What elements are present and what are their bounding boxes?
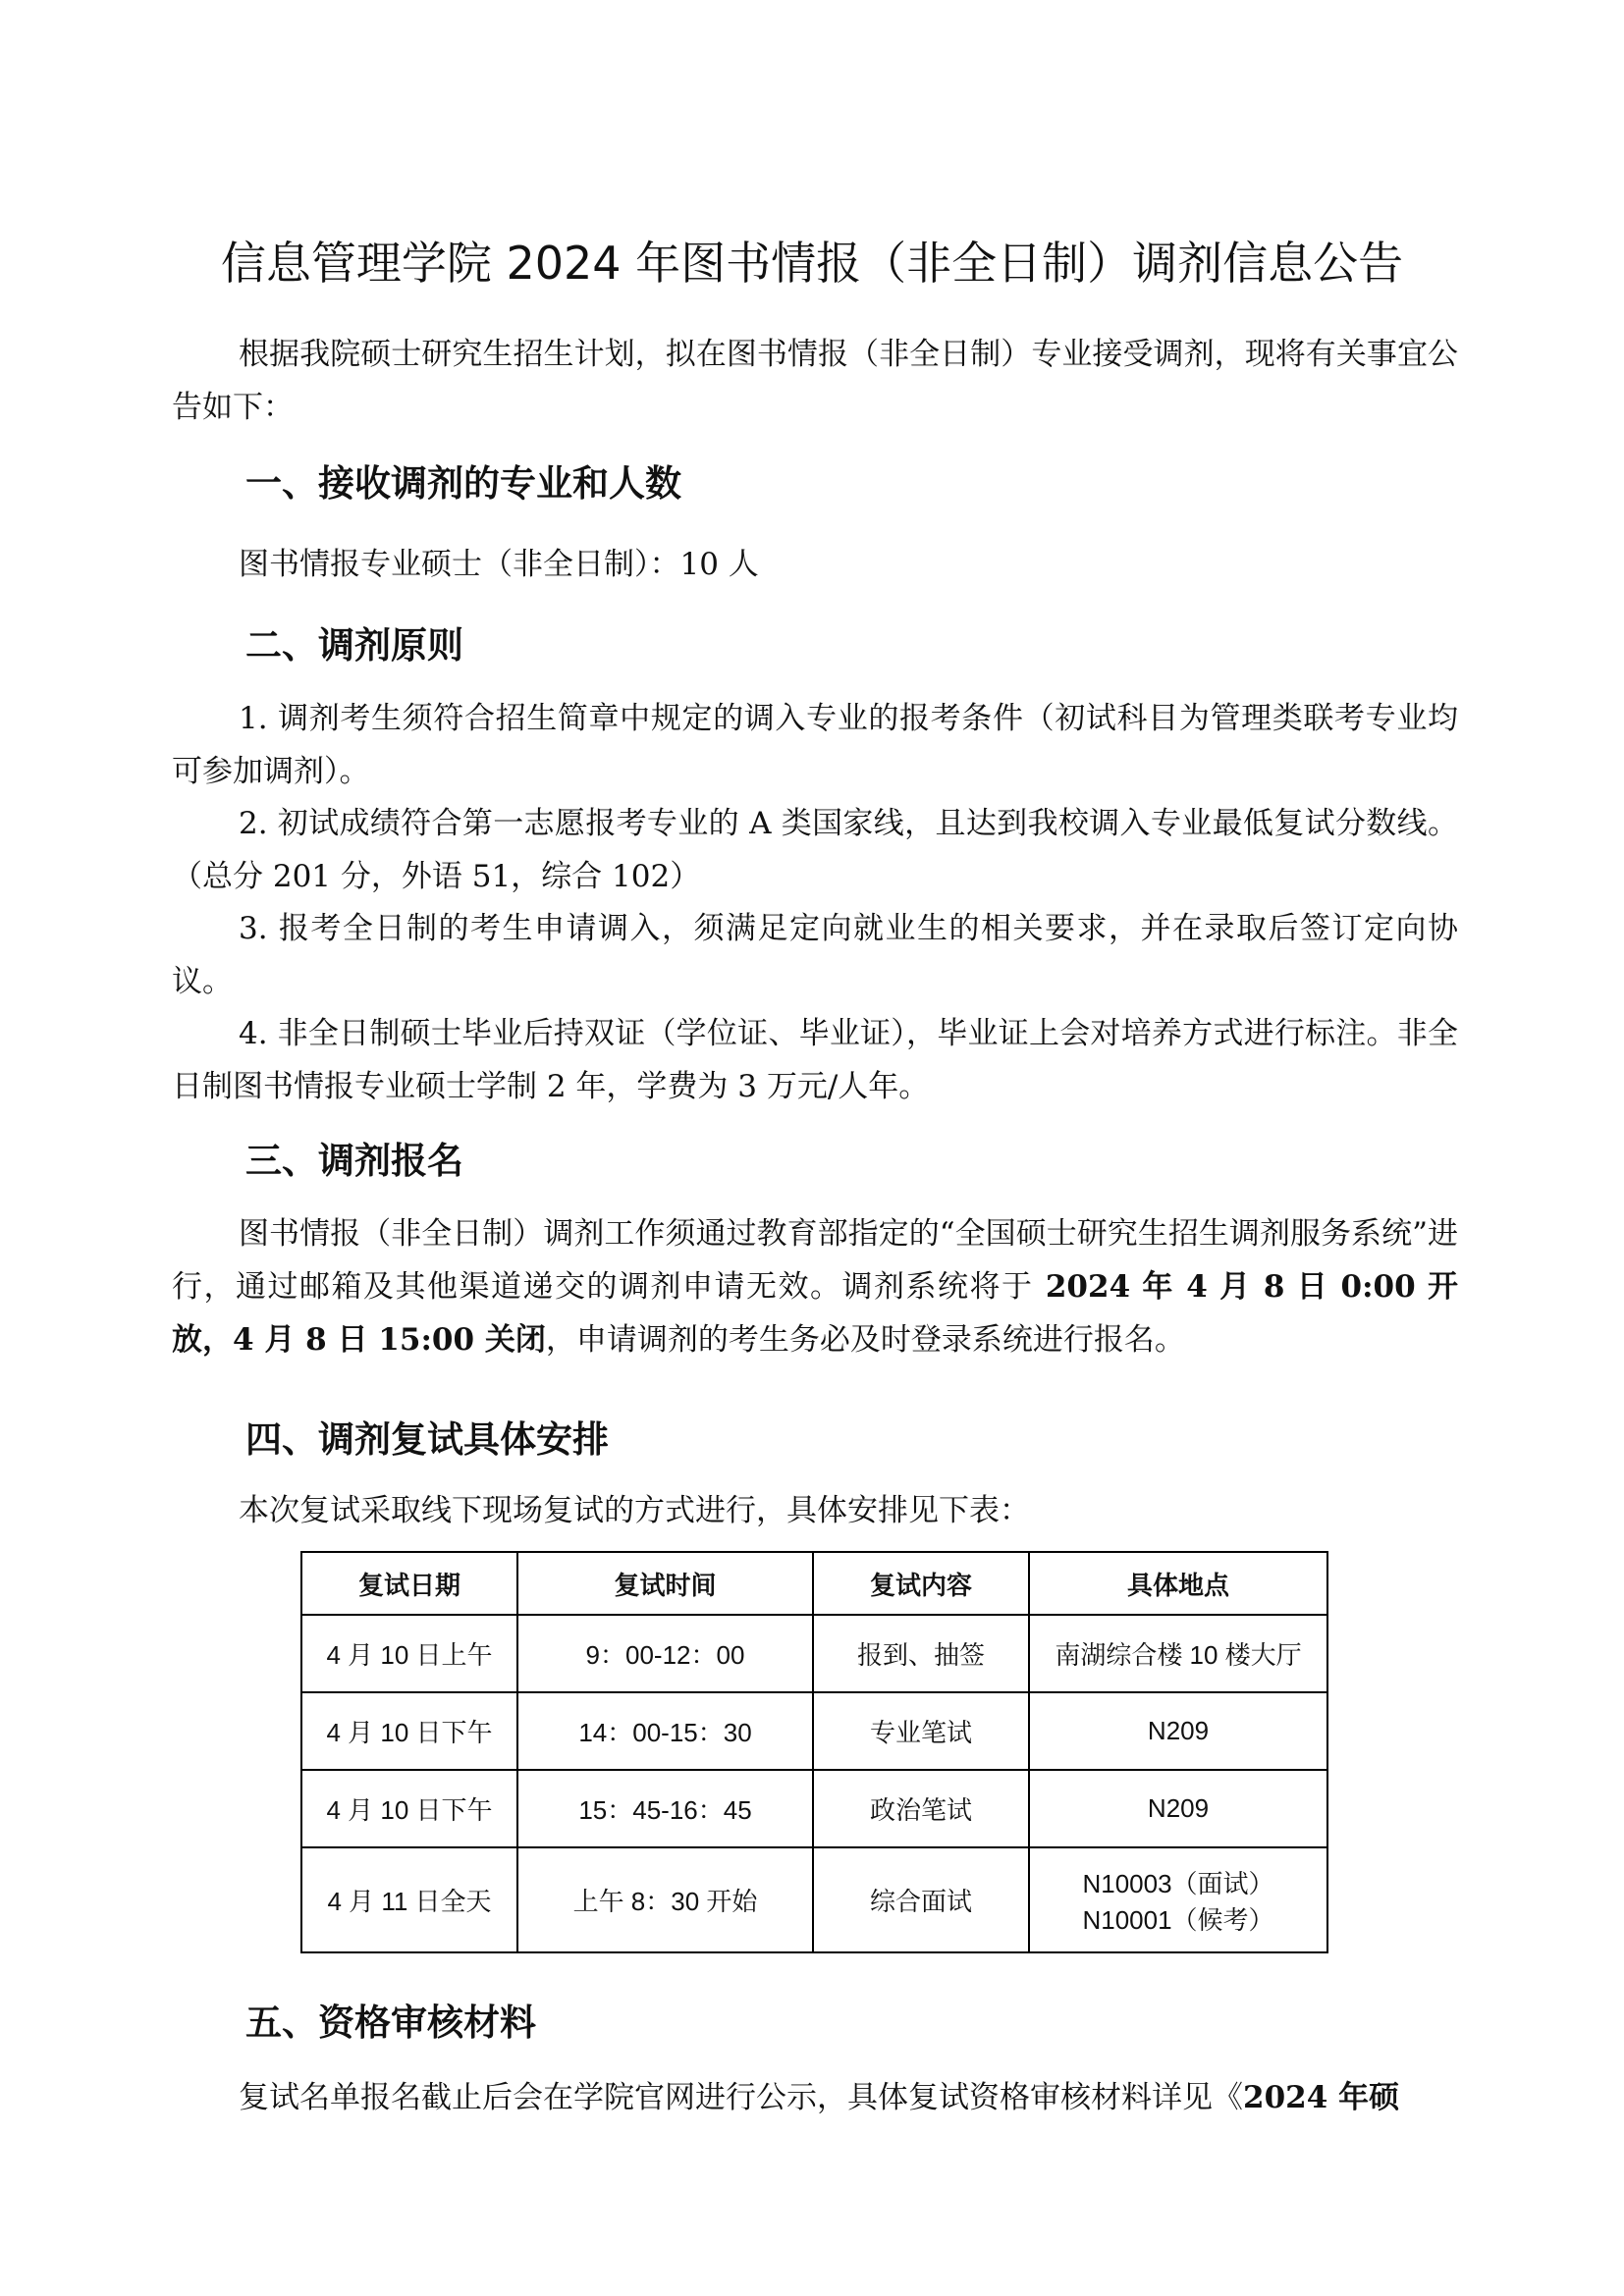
table-row	[301, 1692, 1327, 1770]
principle-item-2: 2. 初试成绩符合第一志愿报考专业的 A 类国家线，且达到我校调入专业最低复试分数线。（总分 201 分，外语 51，综合 102）	[172, 806, 1458, 894]
table-row	[301, 1770, 1327, 1847]
section-3-text-bold: 2024 年 4 月 8 日 0:00 开放，4 月 8 日 15:00 关闭	[172, 1269, 1458, 1358]
table-cell: 4 月 10 日上午	[301, 1615, 517, 1692]
table-cell: N209	[1029, 1770, 1327, 1847]
principle-item-3: 3. 报考全日制的考生申请调入，须满足定向就业生的相关要求，并在录取后签订定向协议。	[172, 911, 1458, 999]
table-row	[301, 1615, 1327, 1692]
table-cell: 15：45-16：45	[517, 1770, 813, 1847]
table-header-row	[301, 1552, 1327, 1615]
section-1-body: 图书情报专业硕士（非全日制）：10 人	[239, 547, 759, 582]
table-cell: 4 月 10 日下午	[301, 1692, 517, 1770]
section-3-text-after: ，申请调剂的考生务必及时登录系统进行报名。	[545, 1322, 1185, 1358]
table-cell: 9：00-12：00	[517, 1615, 813, 1692]
table-cell	[1029, 1847, 1327, 1952]
principle-item-1: 1. 调剂考生须符合招生简章中规定的调入专业的报考条件（初试科目为管理类联考专业均可参加调剂）。	[172, 701, 1458, 789]
table-cell: 4 月 10 日下午	[301, 1770, 517, 1847]
section-heading-2: 二、调剂原则	[245, 624, 463, 667]
section-3-text-before: 图书情报（非全日制）调剂工作须通过教育部指定的“全国硕士研究生招生调剂服务系统”进行，通过邮箱及其他渠道递交的调剂申请无效。调剂系统将于	[172, 1216, 1458, 1305]
section-4-body: 本次复试采取线下现场复试的方式进行，具体安排见下表：	[239, 1493, 1030, 1528]
page-title: 信息管理学院 2024 年图书情报（非全日制）调剂信息公告	[220, 237, 1404, 290]
table-header-cell: 复试时间	[517, 1552, 813, 1615]
location-line: N10001（候考）	[1082, 1904, 1274, 1935]
section-3-body	[172, 1207, 1458, 1366]
section-5-text-before: 复试名单报名截止后会在学院官网进行公示，具体复试资格审核材料详见《	[239, 2080, 1243, 2115]
section-5-body	[172, 2071, 1458, 2124]
table-cell: 政治笔试	[813, 1770, 1029, 1847]
table-cell: 综合面试	[813, 1847, 1029, 1952]
intro-paragraph: 根据我院硕士研究生招生计划，拟在图书情报（非全日制）专业接受调剂，现将有关事宜公告如下：	[172, 337, 1458, 425]
table-cell: 专业笔试	[813, 1692, 1029, 1770]
table-cell: 14：00-15：30	[517, 1692, 813, 1770]
schedule-table	[300, 1551, 1328, 1953]
principle-item-4: 4. 非全日制硕士毕业后持双证（学位证、毕业证），毕业证上会对培养方式进行标注。非全日制图书情报专业硕士学制 2 年，学费为 3 万元/人年。	[172, 1016, 1458, 1104]
section-heading-5: 五、资格审核材料	[245, 2002, 536, 2044]
table-header-cell: 复试内容	[813, 1552, 1029, 1615]
table-row	[301, 1847, 1327, 1952]
section-heading-1: 一、接收调剂的专业和人数	[245, 462, 681, 505]
table-cell: 报到、抽签	[813, 1615, 1029, 1692]
table-header-cell: 具体地点	[1029, 1552, 1327, 1615]
table-cell: 南湖综合楼 10 楼大厅	[1029, 1615, 1327, 1692]
table-cell: 4 月 11 日全天	[301, 1847, 517, 1952]
section-heading-4: 四、调剂复试具体安排	[245, 1418, 609, 1461]
table-header-cell: 复试日期	[301, 1552, 517, 1615]
section-5-text-bold: 2024 年硕	[1243, 2080, 1400, 2115]
table-cell: 上午 8：30 开始	[517, 1847, 813, 1952]
table-cell: N209	[1029, 1692, 1327, 1770]
location-line: N10003（面试）	[1082, 1868, 1274, 1898]
section-heading-3: 三、调剂报名	[245, 1140, 463, 1182]
